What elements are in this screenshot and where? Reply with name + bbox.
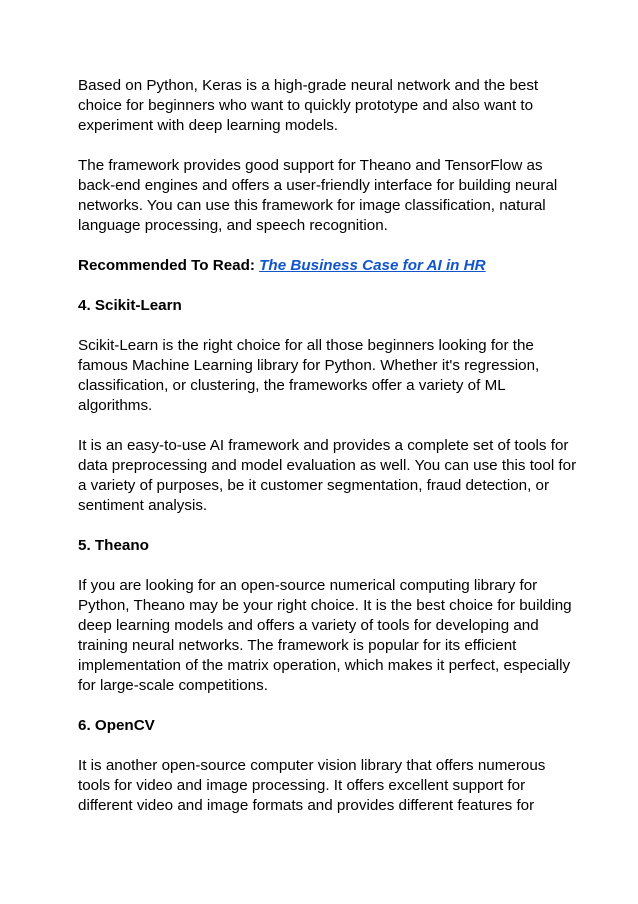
paragraph-sklearn-2: It is an easy-to-use AI framework and provides a complete set of tools for data preprocessing and model evaluation as well. You can use this tool for a variety of purposes, be it customer segmentation, fraud detection, or sentiment analysis. bbox=[78, 437, 577, 514]
document-body bbox=[78, 76, 578, 816]
heading-theano: 5. Theano bbox=[78, 537, 149, 554]
recommended-label: Recommended To Read: bbox=[78, 257, 260, 274]
paragraph-keras-intro: Based on Python, Keras is a high-grade neural network and the best choice for beginners who want to quickly prototype and also want to experiment with deep learning models. bbox=[78, 77, 539, 134]
recommended-link[interactable]: The Business Case for AI in HR bbox=[259, 257, 486, 274]
paragraph-theano-1: If you are looking for an open-source numerical computing library for Python, Theano may be your right choice. It is the best choice for building deep learning models and offers a variety of tools for developing and training neural networks. The framework is popular for its efficient implementation of the matrix operation, which makes it perfect, especially for large-scale competitions. bbox=[78, 577, 572, 694]
heading-scikit-learn: 4. Scikit-Learn bbox=[78, 297, 182, 314]
paragraph-sklearn-1: Scikit-Learn is the right choice for all those beginners looking for the famous Machine Learning library for Python. Whether it's regression, classification, or clustering, the frameworks offer a variety of ML algorithms. bbox=[78, 337, 540, 414]
paragraph-opencv-1: It is another open-source computer vision library that offers numerous tools for video and image processing. It offers excellent support for different video and image formats and provides different features for bbox=[78, 757, 546, 814]
heading-opencv: 6. OpenCV bbox=[78, 717, 155, 734]
recommended-line bbox=[78, 256, 578, 276]
paragraph-keras-support: The framework provides good support for Theano and TensorFlow as back-end engines and offers a user-friendly interface for building neural networks. You can use this framework for image classification, natural language processing, and speech recognition. bbox=[78, 157, 558, 234]
